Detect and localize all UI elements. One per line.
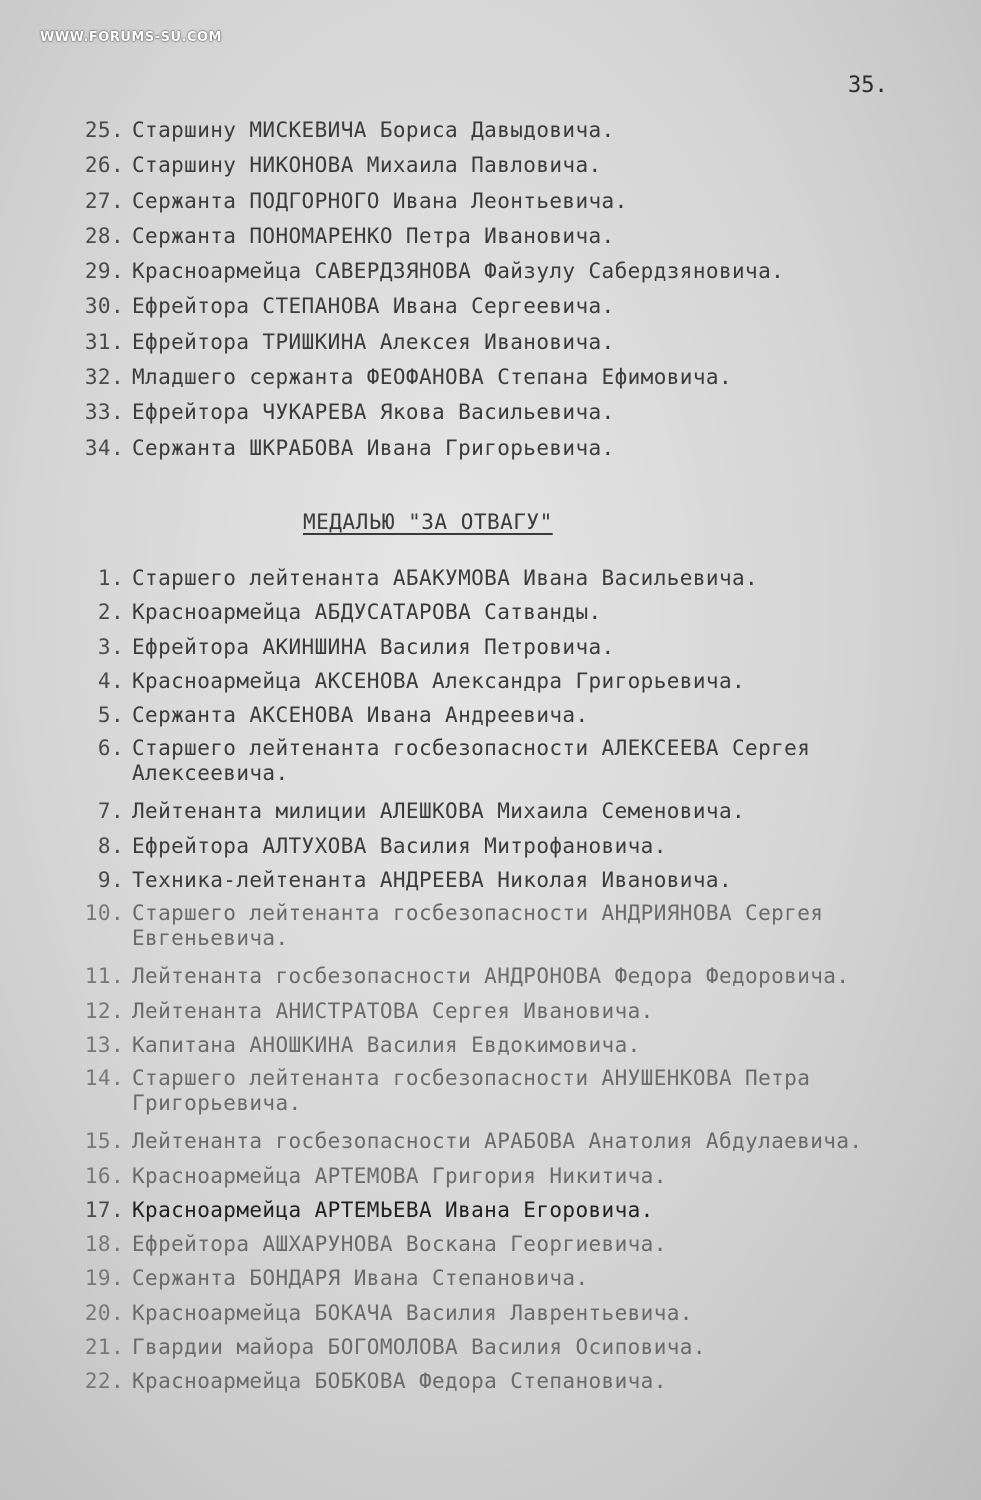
- list-item: [62, 998, 862, 1024]
- item-number: 9.: [97, 868, 124, 893]
- item-text: Красноармейца АКСЕНОВА Александра Григорьевича.: [132, 668, 746, 693]
- item-number: 22.: [84, 1369, 124, 1394]
- item-text: Старшину НИКОНОВА Михаила Павловича.: [132, 153, 602, 178]
- list-item: [62, 1128, 862, 1154]
- list-item: [62, 258, 784, 284]
- item-text: Лейтенанта госбезопасности АНДРОНОВА Федора Федоровича.: [132, 964, 850, 989]
- item-text-line: Алексеевича.: [132, 761, 289, 786]
- item-text: Красноармейца БОКАЧА Василия Лаврентьевича.: [132, 1300, 693, 1325]
- item-number: 1.: [97, 566, 124, 590]
- item-text: Ефрейтора АШХАРУНОВА Воскана Георгиевича.: [132, 1232, 667, 1257]
- item-number: 26.: [84, 153, 124, 178]
- item-number: 25.: [84, 118, 124, 142]
- item-text: Капитана АНОШКИНА Василия Евдокимовича.: [132, 1032, 641, 1057]
- item-text-line: Старшего лейтенанта госбезопасности АНУШЕНКОВА Петра: [132, 1066, 811, 1091]
- item-number: 11.: [84, 964, 124, 989]
- list-item: [62, 1368, 862, 1394]
- list-item: [62, 1197, 862, 1223]
- item-number: 8.: [97, 833, 124, 858]
- item-number: 2.: [97, 600, 124, 625]
- item-text: Ефрейтора ТРИШКИНА Алексея Ивановича.: [132, 329, 615, 354]
- list-item: [62, 599, 862, 625]
- item-number: 17.: [84, 1197, 124, 1222]
- item-number: 15.: [84, 1129, 124, 1154]
- list-item: [62, 901, 862, 951]
- list-item: [62, 223, 784, 249]
- list-item: [62, 1231, 862, 1257]
- item-number: 19.: [84, 1266, 124, 1291]
- list-item: [62, 399, 784, 425]
- list-item: [62, 963, 862, 989]
- list-item: [62, 293, 784, 319]
- page-number: 35.: [848, 73, 888, 98]
- list-item: [62, 329, 784, 355]
- list-item: [62, 188, 784, 214]
- item-text: Младшего сержанта ФЕОФАНОВА Степана Ефимовича.: [132, 365, 732, 390]
- list-item: [62, 634, 862, 660]
- item-number: 28.: [84, 223, 124, 248]
- item-text-line: Старшего лейтенанта госбезопасности АНДРИЯНОВА Сергея: [132, 901, 824, 926]
- medal-award-list: [62, 565, 862, 1403]
- award-list-continuation: [62, 117, 784, 470]
- item-number: 13.: [84, 1032, 124, 1057]
- item-number: 32.: [84, 365, 124, 390]
- list-item: [62, 867, 862, 893]
- item-text: Старшину МИСКЕВИЧА Бориса Давыдовича.: [132, 118, 615, 142]
- list-item: [62, 1265, 862, 1291]
- item-number: 3.: [97, 634, 124, 659]
- item-number: 29.: [84, 259, 124, 284]
- item-number: 12.: [84, 998, 124, 1023]
- item-text: Сержанта ШКРАБОВА Ивана Григорьевича.: [132, 435, 615, 460]
- list-item: [62, 1334, 862, 1360]
- item-text: Сержанта АКСЕНОВА Ивана Андреевича.: [132, 703, 589, 728]
- item-number: 16.: [84, 1163, 124, 1188]
- list-item: [62, 1300, 862, 1326]
- item-number: 31.: [84, 329, 124, 354]
- list-item: [62, 565, 862, 591]
- list-item: [62, 668, 862, 694]
- item-text: Красноармейца САВЕРДЗЯНОВА Файзулу Сабердзяновича.: [132, 259, 785, 284]
- item-text: Ефрейтора СТЕПАНОВА Ивана Сергеевича.: [132, 294, 615, 319]
- item-number: 7.: [97, 799, 124, 824]
- item-number: 20.: [84, 1300, 124, 1325]
- item-text: Лейтенанта госбезопасности АРАБОВА Анатолия Абдулаевича.: [132, 1129, 863, 1154]
- item-text: Лейтенанта милиции АЛЕШКОВА Михаила Семеновича.: [132, 799, 746, 824]
- list-item: [62, 435, 784, 461]
- item-text: Лейтенанта АНИСТРАТОВА Сергея Ивановича.: [132, 998, 654, 1023]
- item-text-line: Евгеньевича.: [132, 926, 289, 951]
- item-number: 6.: [97, 736, 124, 761]
- item-text: Сержанта БОНДАРЯ Ивана Степановича.: [132, 1266, 589, 1291]
- item-number: 10.: [84, 901, 124, 926]
- item-text: Старшего лейтенанта АБАКУМОВА Ивана Васильевича.: [132, 566, 759, 590]
- item-number: 21.: [84, 1335, 124, 1360]
- watermark: WWW.FORUMS-SU.COM: [40, 30, 222, 45]
- item-number: 4.: [97, 668, 124, 693]
- item-text: Техника-лейтенанта АНДРЕЕВА Николая Ивановича.: [132, 868, 732, 893]
- item-text: [132, 901, 823, 951]
- item-text-line: Григорьевича.: [132, 1091, 302, 1116]
- list-item: [62, 1163, 862, 1189]
- item-number: 34.: [84, 435, 124, 460]
- item-number: 30.: [84, 294, 124, 319]
- list-item: [62, 364, 784, 390]
- list-item: [62, 736, 862, 786]
- item-text: [132, 1066, 810, 1116]
- item-text: Красноармейца АРТЕМОВА Григория Никитича.: [132, 1163, 667, 1188]
- list-item: [62, 1032, 862, 1058]
- list-item: [62, 702, 862, 728]
- item-number: 14.: [84, 1066, 124, 1091]
- list-item: [62, 1066, 862, 1116]
- list-item: [62, 117, 784, 143]
- item-number: 27.: [84, 188, 124, 213]
- item-text: Ефрейтора ЧУКАРЕВА Якова Васильевича.: [132, 400, 615, 425]
- item-text: Красноармейца БОБКОВА Федора Степановича.: [132, 1369, 667, 1394]
- item-text-line: Старшего лейтенанта госбезопасности АЛЕКСЕЕВА Сергея: [132, 736, 811, 761]
- item-text: [132, 736, 810, 786]
- section-heading: МЕДАЛЬЮ "ЗА ОТВАГУ": [303, 510, 553, 534]
- item-number: 5.: [97, 703, 124, 728]
- item-text: Сержанта ПОДГОРНОГО Ивана Леонтьевича.: [132, 188, 628, 213]
- item-text: Ефрейтора АЛТУХОВА Василия Митрофановича.: [132, 833, 667, 858]
- list-item: [62, 798, 862, 824]
- item-text: Гвардии майора БОГОМОЛОВА Василия Осиповича.: [132, 1335, 706, 1360]
- item-text: Красноармейца АРТЕМЬЕВА Ивана Егоровича.: [132, 1197, 654, 1222]
- item-number: 18.: [84, 1232, 124, 1257]
- item-text: Сержанта ПОНОМАРЕНКО Петра Ивановича.: [132, 223, 615, 248]
- item-number: 33.: [84, 400, 124, 425]
- item-text: Ефрейтора АКИНШИНА Василия Петровича.: [132, 634, 615, 659]
- list-item: [62, 833, 862, 859]
- list-item: [62, 152, 784, 178]
- item-text: Красноармейца АБДУСАТАРОВА Сатванды.: [132, 600, 602, 625]
